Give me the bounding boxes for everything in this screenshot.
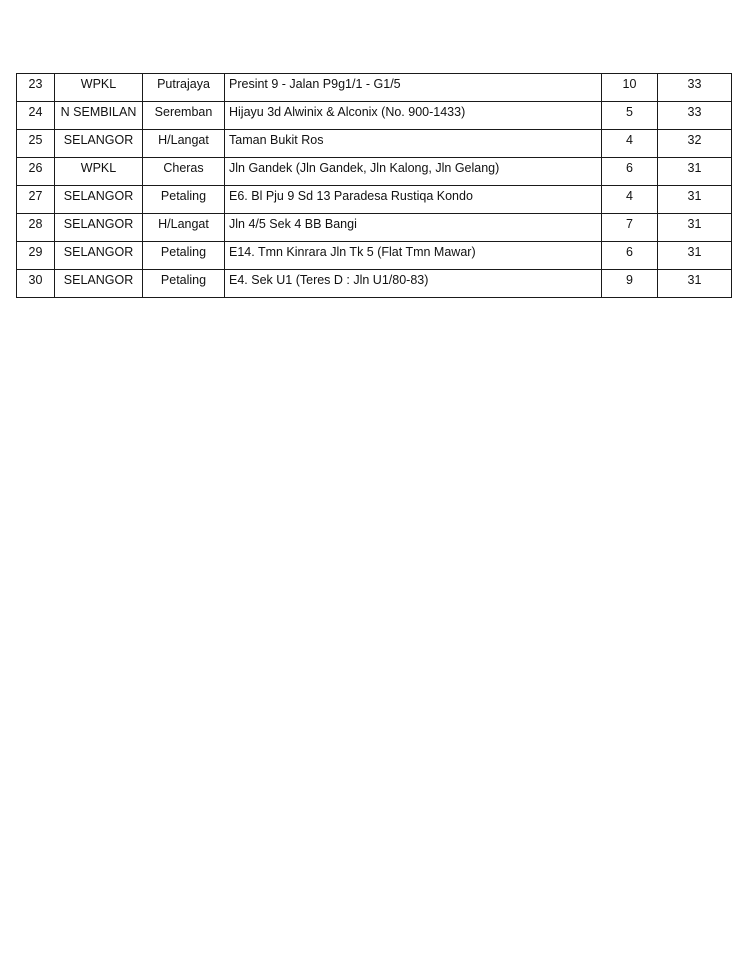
count-a-cell: 6 [602, 242, 658, 270]
count-a-cell: 7 [602, 214, 658, 242]
table-body [17, 74, 732, 298]
district-cell: Putrajaya [143, 74, 225, 102]
locations-table [16, 73, 732, 298]
row-number-cell: 25 [17, 130, 55, 158]
location-cell: E4. Sek U1 (Teres D : Jln U1/80-83) [225, 270, 602, 298]
count-b-cell: 31 [658, 186, 732, 214]
location-cell: Jln Gandek (Jln Gandek, Jln Kalong, Jln Gelang) [225, 158, 602, 186]
district-cell: Petaling [143, 242, 225, 270]
district-cell: H/Langat [143, 214, 225, 242]
district-cell: Petaling [143, 186, 225, 214]
table-row [17, 130, 732, 158]
location-cell: Taman Bukit Ros [225, 130, 602, 158]
table-row [17, 270, 732, 298]
location-cell: Jln 4/5 Sek 4 BB Bangi [225, 214, 602, 242]
count-b-cell: 32 [658, 130, 732, 158]
count-b-cell: 31 [658, 158, 732, 186]
count-a-cell: 9 [602, 270, 658, 298]
count-b-cell: 31 [658, 242, 732, 270]
row-number-cell: 30 [17, 270, 55, 298]
count-b-cell: 33 [658, 102, 732, 130]
row-number-cell: 26 [17, 158, 55, 186]
table-row [17, 214, 732, 242]
count-a-cell: 4 [602, 186, 658, 214]
row-number-cell: 23 [17, 74, 55, 102]
row-number-cell: 24 [17, 102, 55, 130]
count-a-cell: 10 [602, 74, 658, 102]
table-row [17, 74, 732, 102]
district-cell: Cheras [143, 158, 225, 186]
state-cell: N SEMBILAN [55, 102, 143, 130]
location-cell: Presint 9 - Jalan P9g1/1 - G1/5 [225, 74, 602, 102]
district-cell: H/Langat [143, 130, 225, 158]
count-b-cell: 33 [658, 74, 732, 102]
table-row [17, 158, 732, 186]
state-cell: SELANGOR [55, 130, 143, 158]
state-cell: SELANGOR [55, 214, 143, 242]
state-cell: SELANGOR [55, 242, 143, 270]
state-cell: WPKL [55, 74, 143, 102]
location-cell: E14. Tmn Kinrara Jln Tk 5 (Flat Tmn Mawar) [225, 242, 602, 270]
location-cell: E6. Bl Pju 9 Sd 13 Paradesa Rustiqa Kondo [225, 186, 602, 214]
row-number-cell: 29 [17, 242, 55, 270]
row-number-cell: 28 [17, 214, 55, 242]
count-b-cell: 31 [658, 270, 732, 298]
state-cell: WPKL [55, 158, 143, 186]
district-cell: Petaling [143, 270, 225, 298]
table-row [17, 186, 732, 214]
count-b-cell: 31 [658, 214, 732, 242]
location-cell: Hijayu 3d Alwinix & Alconix (No. 900-1433) [225, 102, 602, 130]
count-a-cell: 5 [602, 102, 658, 130]
district-cell: Seremban [143, 102, 225, 130]
state-cell: SELANGOR [55, 186, 143, 214]
count-a-cell: 6 [602, 158, 658, 186]
row-number-cell: 27 [17, 186, 55, 214]
table-row [17, 242, 732, 270]
count-a-cell: 4 [602, 130, 658, 158]
state-cell: SELANGOR [55, 270, 143, 298]
table-row [17, 102, 732, 130]
